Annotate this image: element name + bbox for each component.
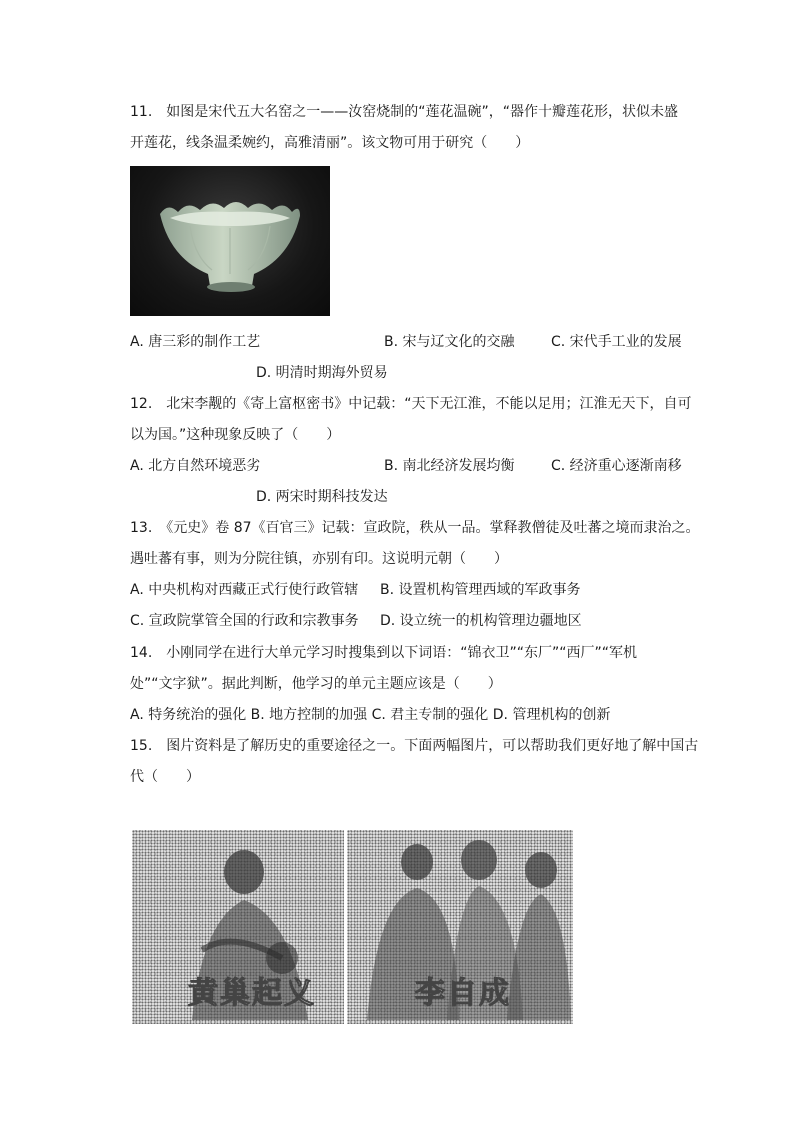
q11-option-d: D. 明清时期海外贸易 <box>256 365 388 381</box>
q12-option-a: A. 北方自然环境恶劣 <box>130 458 261 474</box>
q12-stem-line1: 12. 北宋李觏的《寄上富枢密书》中记载：“天下无江淮，不能以足用；江淮无天下，自可 <box>130 396 692 412</box>
huangchao-caption: 黄巢起义 <box>188 976 316 1011</box>
q13-option-a: A. 中央机构对西藏正式行使行政管辖 <box>130 582 359 598</box>
q12-option-c: C. 经济重心逐渐南移 <box>551 458 682 474</box>
q11-stem-line1: 11. 如图是宋代五大名窑之一——汝窑烧制的“莲花温碗”，“器作十瓣莲花形，状似未盛 <box>130 104 679 120</box>
q14-options: A. 特务统治的强化 B. 地方控制的加强 C. 君主专制的强化 D. 管理机构的创新 <box>130 707 611 723</box>
q14-stem-line2: 处”“文字狱”。据此判断，他学习的单元主题应该是（ ） <box>130 676 502 692</box>
q15-stem-line2: 代（ ） <box>130 769 200 785</box>
q11-stem-line2: 开莲花，线条温柔婉约，高雅清丽”。该文物可用于研究（ ） <box>130 135 530 151</box>
q13-option-d: D. 设立统一的机构管理边疆地区 <box>380 613 582 629</box>
q11-option-a: A. 唐三彩的制作工艺 <box>130 334 261 350</box>
q13-option-c: C. 宣政院掌管全国的行政和宗教事务 <box>130 613 359 629</box>
lizicheng-engraving <box>347 830 573 1024</box>
q11-option-c: C. 宋代手工业的发展 <box>551 334 682 350</box>
q13-option-b: B. 设置机构管理西域的军政事务 <box>380 582 581 598</box>
q15-stem-line1: 15. 图片资料是了解历史的重要途径之一。下面两幅图片，可以帮助我们更好地了解中国古 <box>130 738 699 754</box>
q12-stem-line2: 以为国。”这种现象反映了（ ） <box>130 427 341 443</box>
lizicheng-caption: 李自成 <box>415 976 511 1011</box>
lotus-bowl-photo <box>130 166 330 316</box>
q11-option-b: B. 宋与辽文化的交融 <box>384 334 515 350</box>
huangchao-engraving <box>132 830 344 1024</box>
q12-option-b: B. 南北经济发展均衡 <box>384 458 515 474</box>
q13-stem-line1: 13. 《元史》卷 87《百官三》记载：宣政院，秩从一品。掌释教僧徒及吐蕃之境而隶治之。 <box>130 520 700 536</box>
q13-stem-line2: 遇吐蕃有事，则为分院往镇，亦别有印。这说明元朝（ ） <box>130 551 508 567</box>
lotus-bowl-icon <box>130 166 330 316</box>
q14-stem-line1: 14. 小刚同学在进行大单元学习时搜集到以下词语：“锦衣卫”“东厂”“西厂”“军机 <box>130 645 638 661</box>
q12-option-d: D. 两宋时期科技发达 <box>256 489 388 505</box>
